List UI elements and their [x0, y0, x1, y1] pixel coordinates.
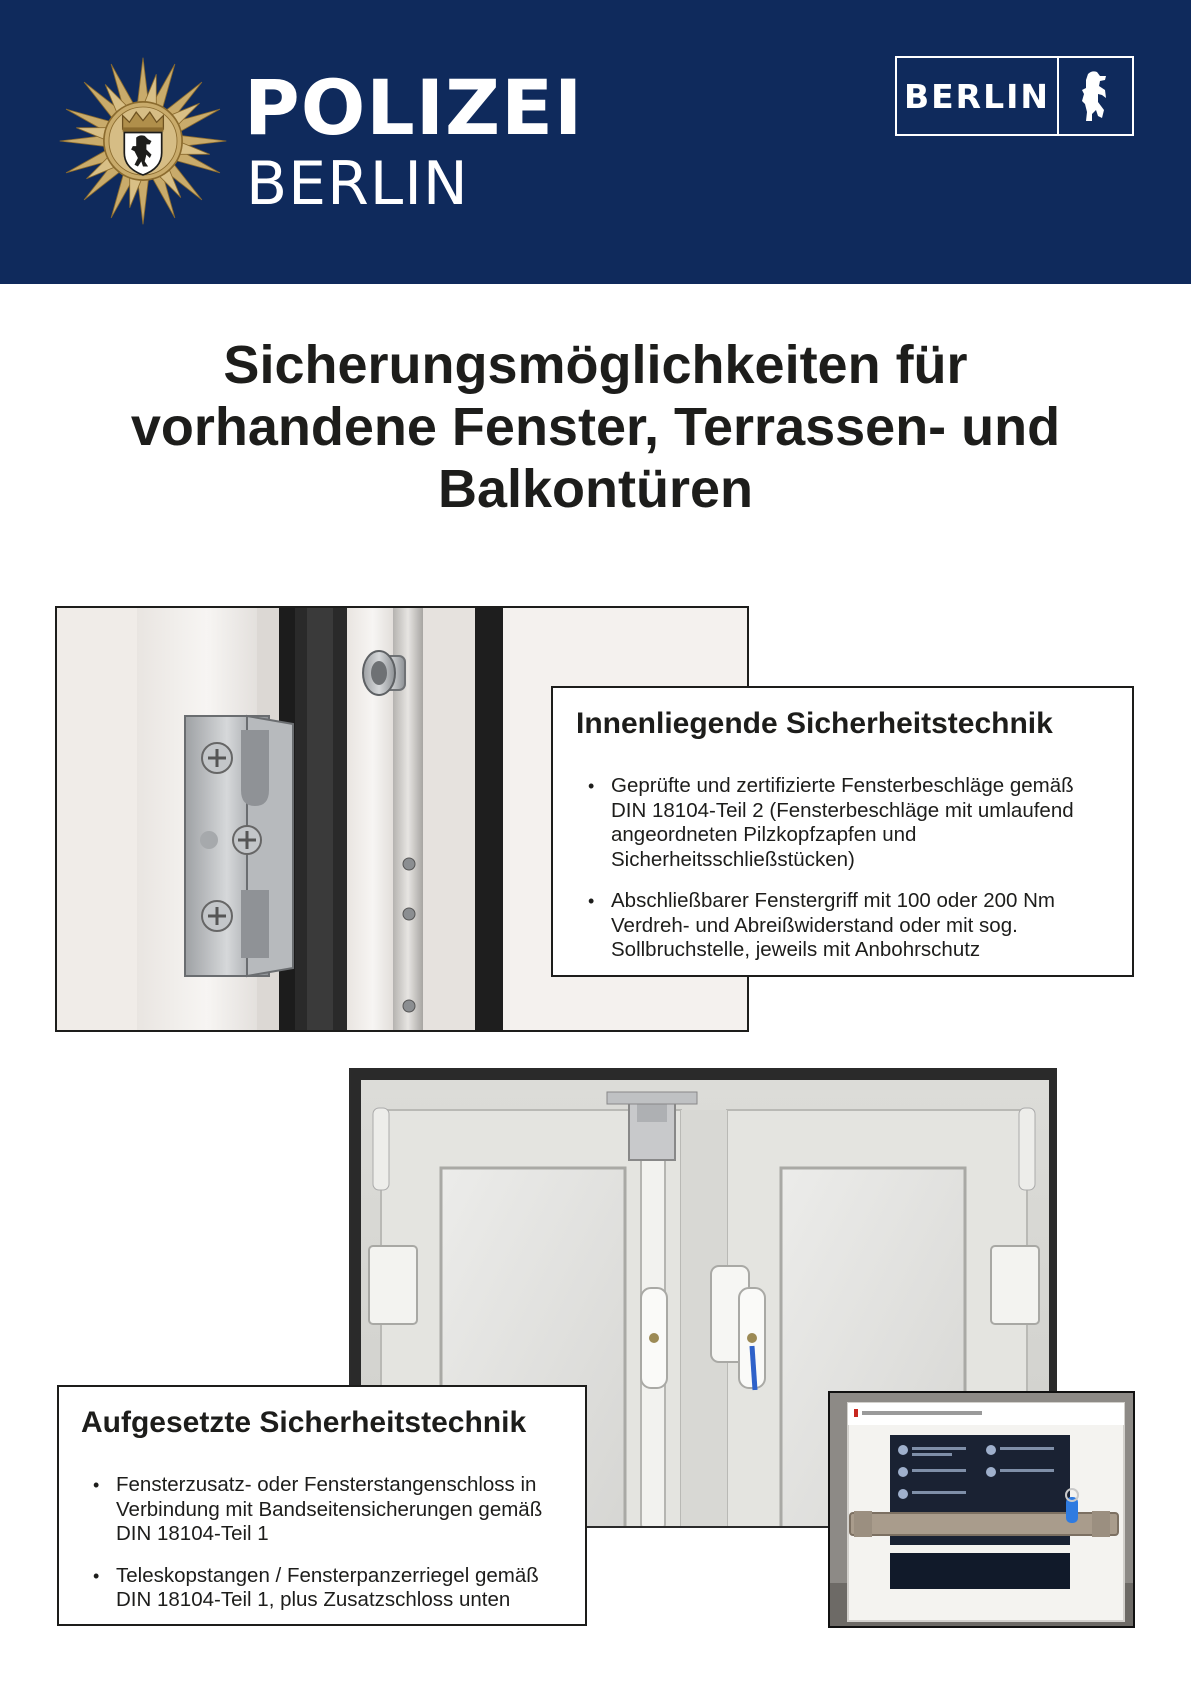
outer-security-box	[57, 1385, 587, 1626]
brand-subtitle: BERLIN	[246, 149, 469, 219]
police-star-emblem-icon	[58, 56, 228, 226]
outer-security-list	[81, 1473, 569, 1613]
list-item: • Fensterzusatz- oder Fensterstangenschloss in Verbindung mit Bandseitensicherungen gemäß DIN 18104-Teil 1	[81, 1473, 569, 1547]
page-title-line-3: Balkontüren	[437, 459, 754, 519]
inner-security-box	[551, 686, 1134, 977]
list-item: • Teleskopstangen / Fensterpanzerriegel gemäß DIN 18104-Teil 1, plus Zusatzschloss unten	[81, 1564, 569, 1613]
inner-security-list	[576, 774, 1112, 963]
brand-title: POLIZEI	[244, 63, 584, 152]
page-title-line-1: Sicherungsmöglichkeiten für	[223, 335, 968, 395]
page-title-line-2: vorhandene Fenster, Terrassen- und	[130, 397, 1061, 457]
list-item: • Abschließbarer Fenstergriff mit 100 oder 200 Nm Verdreh- und Abreißwiderstand oder mit sog. Sollbruchstelle, jeweils mit Anbohrschutz	[576, 889, 1112, 963]
berlin-badge	[895, 56, 1134, 136]
berlin-badge-label: BERLIN	[903, 76, 1051, 116]
inner-security-heading: Innenliegende Sicherheitstechnik	[576, 707, 1053, 740]
page-title	[60, 334, 1131, 520]
photo-window-bar-lock	[828, 1391, 1135, 1628]
outer-security-heading: Aufgesetzte Sicherheitstechnik	[81, 1406, 527, 1439]
header-banner	[0, 0, 1191, 284]
list-item: • Geprüfte und zertifizierte Fensterbeschläge gemäß DIN 18104-Teil 2 (Fensterbeschläge mit umlaufend angeordneten Pilzkopfzapfen und Sicherheitsschließstücken)	[576, 774, 1112, 872]
berlin-bear-icon	[1059, 68, 1132, 124]
